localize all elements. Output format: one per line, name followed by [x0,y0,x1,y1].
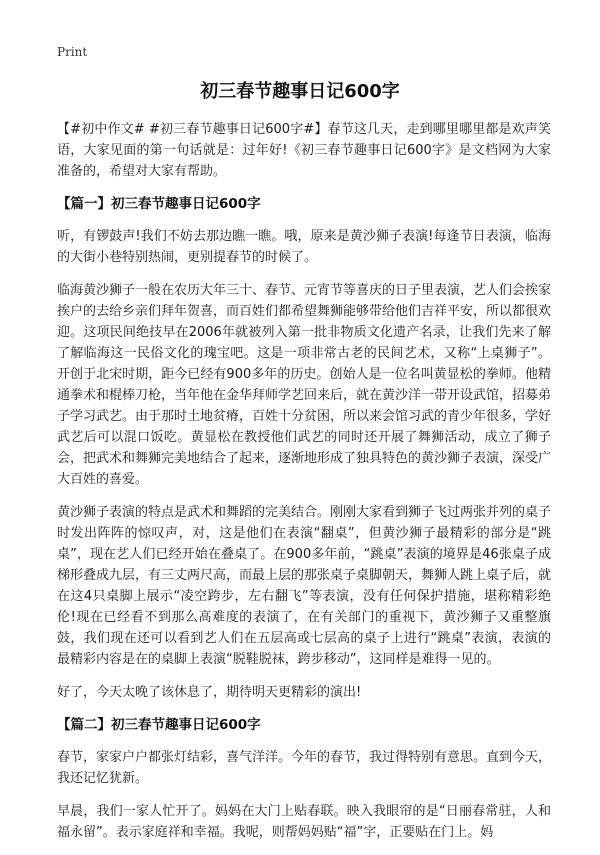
page-title: 初三春节趣事日记600字 [200,81,400,102]
intro-paragraph: 【#初中作文# #初三春节趣事日记600字#】春节这几天，走到哪里哪里都是欢声笑语，大家见面的第一句话就是：过年好!《初三春节趣事日记600字》是文档网为大家准备的，希望对大家有帮助。 [57,122,551,179]
section-2-paragraph: 春节，家家户户都张灯结彩，喜气洋洋。今年的春节，我过得特别有意思。直到今天，我还记忆犹新。 [57,750,552,786]
section-1-paragraph: 黄沙狮子表演的特点是武术和舞蹈的完美结合。刚刚大家看到狮子飞过两张并列的桌子时发出阵阵的惊叹声，对，这是他们在表演“翻桌”，但黄沙狮子最精彩的部分是“跳桌”，现在艺人们已经开始在叠桌了。在900多年前，“跳桌”表演的境界是46张桌子成梯形叠成九层，有三丈两尺高，而最上层的那张桌子桌脚朝天，舞狮人跳上桌子后，就在这4只桌脚上展示“凌空跨步，左右翻飞”等表演，没有任何保护措施，堪称精彩绝伦!现在已经看不到那么高难度的表演了，在有关部门的重视下，黄沙狮子又重整旗鼓，我们现在还可以看到艺人们在五层高或七层高的桌子上进行“跳桌”表演，表演的最精彩内容是在的桌脚上表演“脱鞋脱袜，跨步移动”，这同样是难得一见的。 [57,505,552,667]
section-1-paragraph: 好了，今天太晚了该休息了，期待明天更精彩的演出! [57,685,362,700]
section-2-paragraph: 早晨，我们一家人忙开了。妈妈在大门上贴春联。映入我眼帘的是“日丽春常驻，人和福永留”。表示家庭祥和幸福。我呢，则帮妈妈贴“福”字，正要贴在门上。妈 [57,804,551,840]
section-heading-2: 【篇二】初三春节趣事日记600字 [57,717,261,733]
section-heading-1: 【篇一】初三春节趣事日记600字 [57,196,261,212]
print-link[interactable]: Print [57,45,88,59]
section-1-paragraph: 临海黄沙狮子一般在农历大年三十、春节、元宵节等喜庆的日子里表演，艺人们会挨家挨户的去给乡亲们拜年贺喜，而百姓们都希望舞狮能够带给他们吉祥平安，所以都很欢迎。这项民间绝技早在2006年就被列入第一批非物质文化遗产名录，让我们先来了解了解临海这一民俗文化的瑰宝吧。这是一项非常古老的民间艺术，又称“上桌狮子”。开创于北宋时期，距今已经有900多年的历史。创始人是一位名叫黄显松的拳师。他精通拳术和棍棒刀枪，当年他在金华拜师学艺回来后，就在黄沙洋一带开设武馆，招募弟子学习武艺。由于那时土地贫瘠，百姓十分贫困，所以来会馆习武的青少年很多，学好武艺后可以混口饭吃。黄显松在教授他们武艺的同时还开展了舞狮活动，成立了狮子会，把武术和舞狮完美地结合了起来，逐渐地形成了独具特色的黄沙狮子表演，深受广大百姓的喜爱。 [57,283,552,487]
article-body [57,119,551,855]
section-1-paragraph: 听，有锣鼓声!我们不妨去那边瞧一瞧。哦，原来是黄沙狮子表演!每逢节日表演，临海的大街小巷特别热闹，更别提春节的时候了。 [57,229,551,265]
